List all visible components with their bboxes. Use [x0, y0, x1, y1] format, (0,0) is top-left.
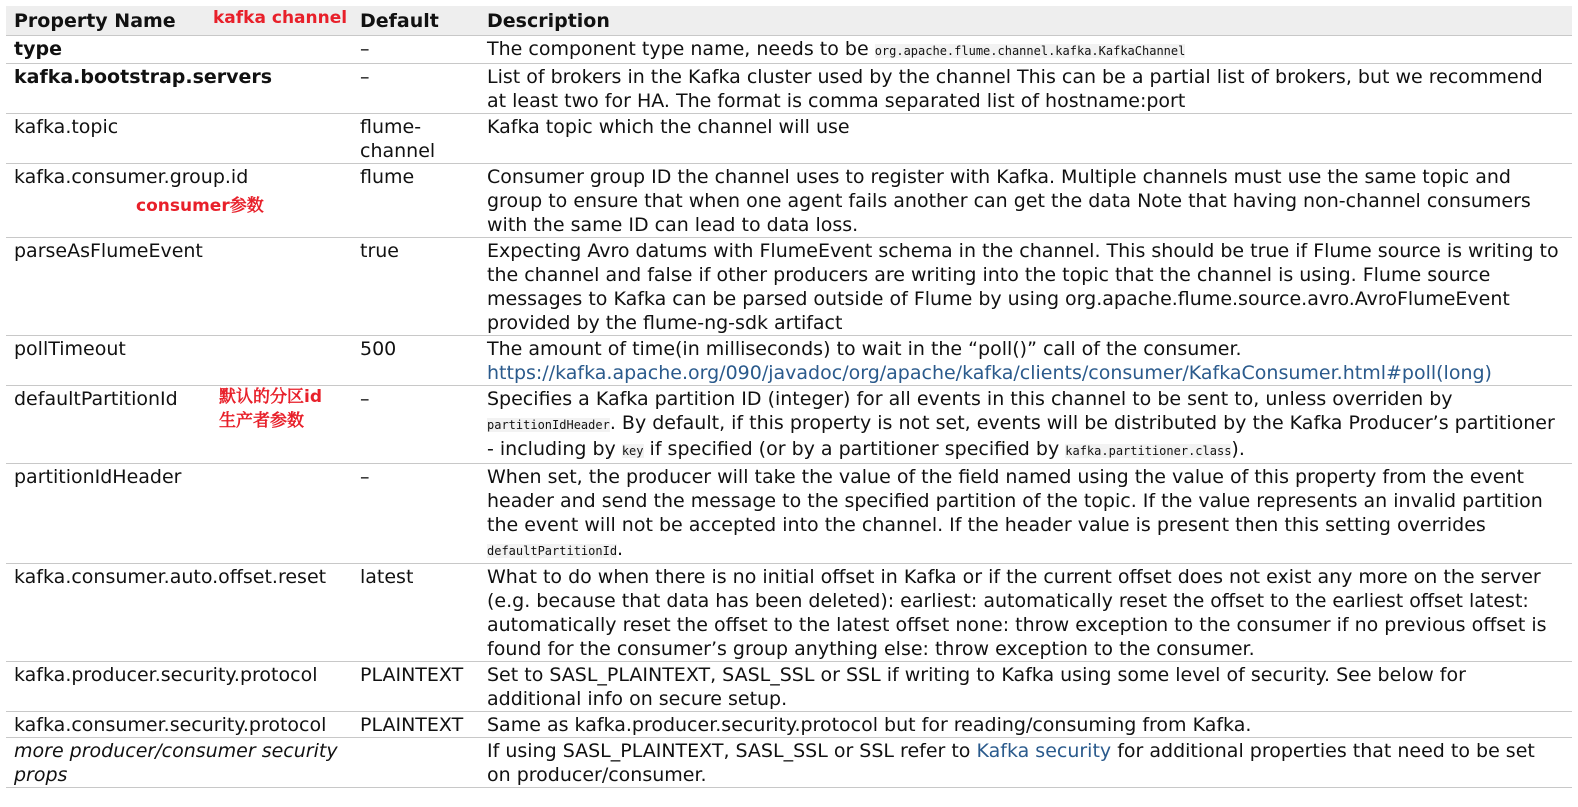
property-name: kafka.topic [6, 114, 352, 164]
kafka-poll-link[interactable]: https://kafka.apache.org/090/javadoc/org/apache/kafka/clients/consumer/KafkaConsumer.html#poll(long) [487, 362, 1492, 384]
inline-code: partitionIdHeader [487, 418, 610, 432]
header-default: Default [352, 6, 479, 36]
property-description: Consumer group ID the channel uses to register with Kafka. Multiple channels must use the same topic and group to ensure that when one agent fails another can get the data Note that having non-channel consumers with the same ID can lead to data loss. [479, 164, 1572, 238]
property-name: partitionIdHeader [6, 464, 352, 564]
property-description: Set to SASL_PLAINTEXT, SASL_SSL or SSL if writing to Kafka using some level of security. See below for additional info on secure setup. [479, 662, 1572, 712]
property-name: kafka.bootstrap.servers [6, 64, 352, 114]
property-description: Same as kafka.producer.security.protocol but for reading/consuming from Kafka. [479, 712, 1572, 738]
property-name: kafka.consumer.security.protocol [6, 712, 352, 738]
table-row [6, 238, 1572, 336]
property-default: – [352, 386, 479, 464]
property-description: When set, the producer will take the value of the field named using the value of this property from the event header and send the message to the specified partition of the topic. If the value represents an invalid partition the event will not be accepted into the channel. If the header value is present then this setting overrides defaultPartitionId. [479, 464, 1572, 564]
property-description: The component type name, needs to be org.apache.flume.channel.kafka.KafkaChannel [479, 36, 1572, 64]
property-default: PLAINTEXT [352, 662, 479, 712]
property-name: kafka.consumer.auto.offset.reset [6, 564, 352, 662]
property-default [352, 738, 479, 788]
inline-code: kafka.partitioner.class [1065, 444, 1232, 458]
property-default: – [352, 64, 479, 114]
inline-code: org.apache.flume.channel.kafka.KafkaChannel [874, 44, 1186, 58]
inline-code: defaultPartitionId [487, 544, 618, 558]
property-name: kafka.producer.security.protocol [6, 662, 352, 712]
table-row [6, 336, 1572, 386]
table-row [6, 662, 1572, 712]
annotation-consumer-params: consumer参数 [136, 196, 264, 216]
annotation-producer-params: 生产者参数 [219, 411, 304, 431]
table-row [6, 114, 1572, 164]
property-description: Kafka topic which the channel will use [479, 114, 1572, 164]
annotation-default-partition-id: 默认的分区id [219, 387, 322, 407]
property-name: pollTimeout [6, 336, 352, 386]
property-default: flume-channel [352, 114, 479, 164]
table-row [6, 738, 1572, 788]
property-description: What to do when there is no initial offset in Kafka or if the current offset does not exist any more on the server (e.g. because that data has been deleted): earliest: automatically reset the offset to the earliest offset latest: automatically reset the offset to the latest offset none: throw exception to the consumer if no previous offset is found for the consumer’s group anything else: throw exception to the consumer. [479, 564, 1572, 662]
property-default: – [352, 36, 479, 64]
property-description: Expecting Avro datums with FlumeEvent schema in the channel. This should be true if Flume source is writing to the channel and false if other producers are writing into the topic that the channel is using. Flume source messages to Kafka can be parsed outside of Flume by using org.apache.flume.source.avro.AvroFlumeEvent provided by the flume-ng-sdk artifact [479, 238, 1572, 336]
property-description: If using SASL_PLAINTEXT, SASL_SSL or SSL refer to Kafka security for additional properties that need to be set on producer/consumer. [479, 738, 1572, 788]
annotation-kafka-channel: kafka channel [213, 8, 348, 28]
property-default: – [352, 464, 479, 564]
table-row [6, 564, 1572, 662]
property-description: Specifies a Kafka partition ID (integer) for all events in this channel to be sent to, unless overriden by partitionIdHeader. By default, if this property is not set, events will be distributed by the Kafka Producer’s partitioner - including by key if specified (or by a partitioner specified by kafka.partitioner.class). [479, 386, 1572, 464]
property-default: 500 [352, 336, 479, 386]
header-property-name: Property Name [6, 6, 352, 36]
header-description: Description [479, 6, 1572, 36]
property-default: latest [352, 564, 479, 662]
table-row [6, 464, 1572, 564]
property-name: defaultPartitionId [6, 386, 352, 464]
table-row [6, 36, 1572, 64]
property-default: flume [352, 164, 479, 238]
property-default: PLAINTEXT [352, 712, 479, 738]
property-name: kafka.consumer.group.id [6, 164, 352, 238]
table-row [6, 712, 1572, 738]
table-row [6, 64, 1572, 114]
property-name: more producer/consumer security props [6, 738, 352, 788]
property-name: parseAsFlumeEvent [6, 238, 352, 336]
property-description: List of brokers in the Kafka cluster used by the channel This can be a partial list of brokers, but we recommend at least two for HA. The format is comma separated list of hostname:port [479, 64, 1572, 114]
kafka-security-link[interactable]: Kafka security [976, 740, 1112, 762]
property-description: The amount of time(in milliseconds) to wait in the “poll()” call of the consumer. https://kafka.apache.org/090/javadoc/org/apache/kafka/clients/consumer/KafkaConsumer.html#poll(long) [479, 336, 1572, 386]
property-name: type [6, 36, 352, 64]
property-default: true [352, 238, 479, 336]
inline-code: key [621, 444, 644, 458]
